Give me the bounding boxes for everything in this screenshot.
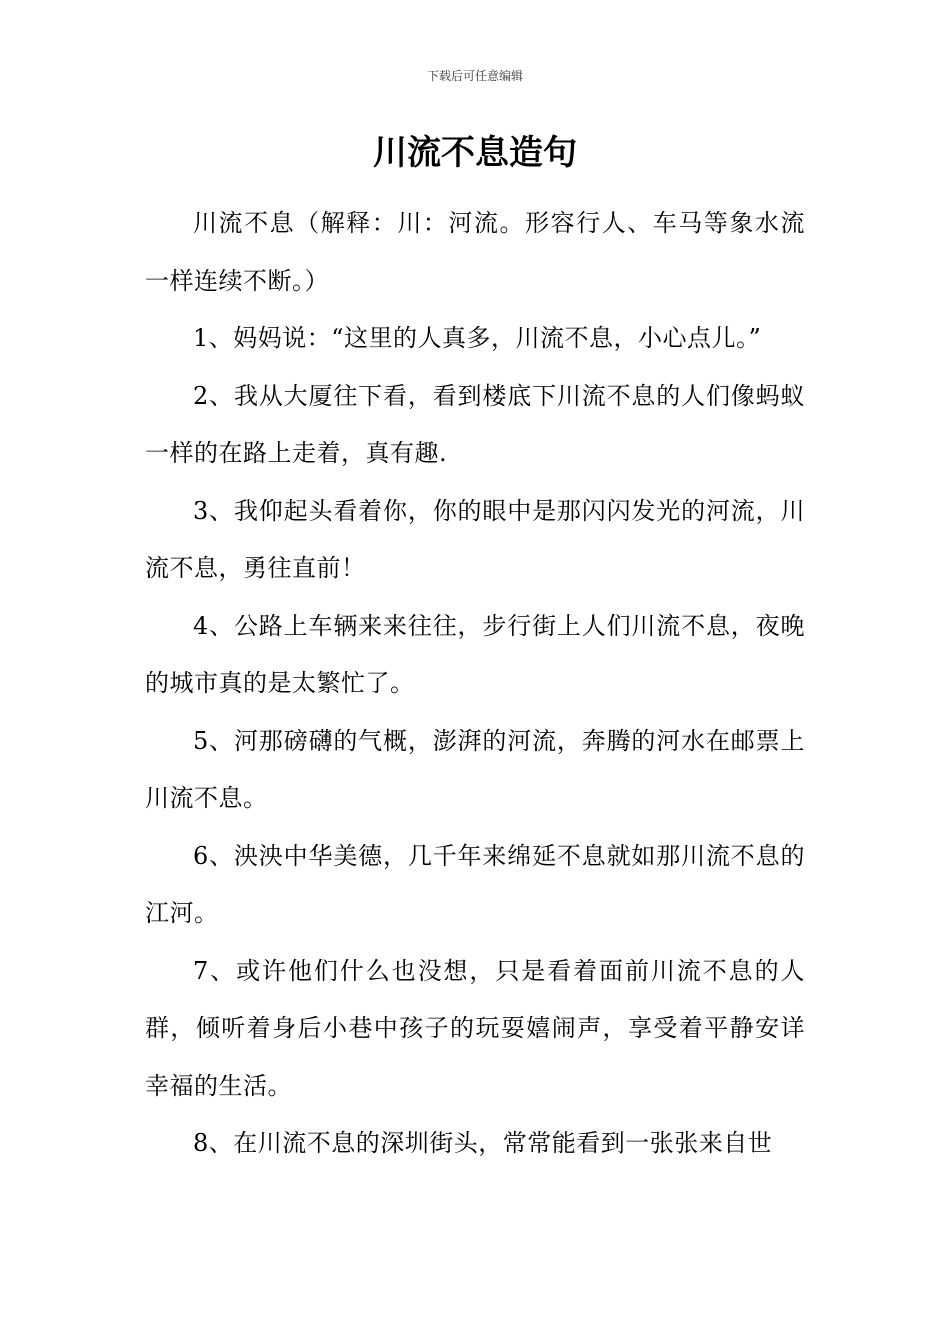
document-body [145, 195, 805, 1173]
paragraph-example-7: 7、或许他们什么也没想，只是看着面前川流不息的人群，倾听着身后小巷中孩子的玩耍嬉闹声，享受着平静安详幸福的生活。 [145, 956, 805, 1100]
paragraph-example-6: 6、泱泱中华美德，几千年来绵延不息就如那川流不息的江河。 [145, 841, 805, 927]
paragraph-example-5: 5、河那磅礴的气概，澎湃的河流，奔腾的河水在邮票上川流不息。 [145, 726, 805, 812]
paragraph-definition: 川流不息（解释：川：河流。形容行人、车马等象水流一样连续不断。） [145, 209, 805, 295]
paragraph-example-1: 1、妈妈说：“这里的人真多，川流不息，小心点儿。” [193, 324, 762, 352]
paragraph-example-2: 2、我从大厦往下看，看到楼底下川流不息的人们像蚂蚁一样的在路上走着，真有趣. [145, 381, 805, 467]
header-note: 下载后可任意编辑 [426, 69, 523, 83]
paragraph-example-8: 8、在川流不息的深圳街头，常常能看到一张张来自世 [193, 1129, 773, 1157]
document-title: 川流不息造句 [373, 133, 577, 173]
paragraph-example-4: 4、公路上车辆来来往往，步行街上人们川流不息，夜晚的城市真的是太繁忙了。 [145, 611, 805, 697]
paragraph-example-3: 3、我仰起头看着你，你的眼中是那闪闪发光的河流，川流不息，勇往直前！ [145, 496, 805, 582]
